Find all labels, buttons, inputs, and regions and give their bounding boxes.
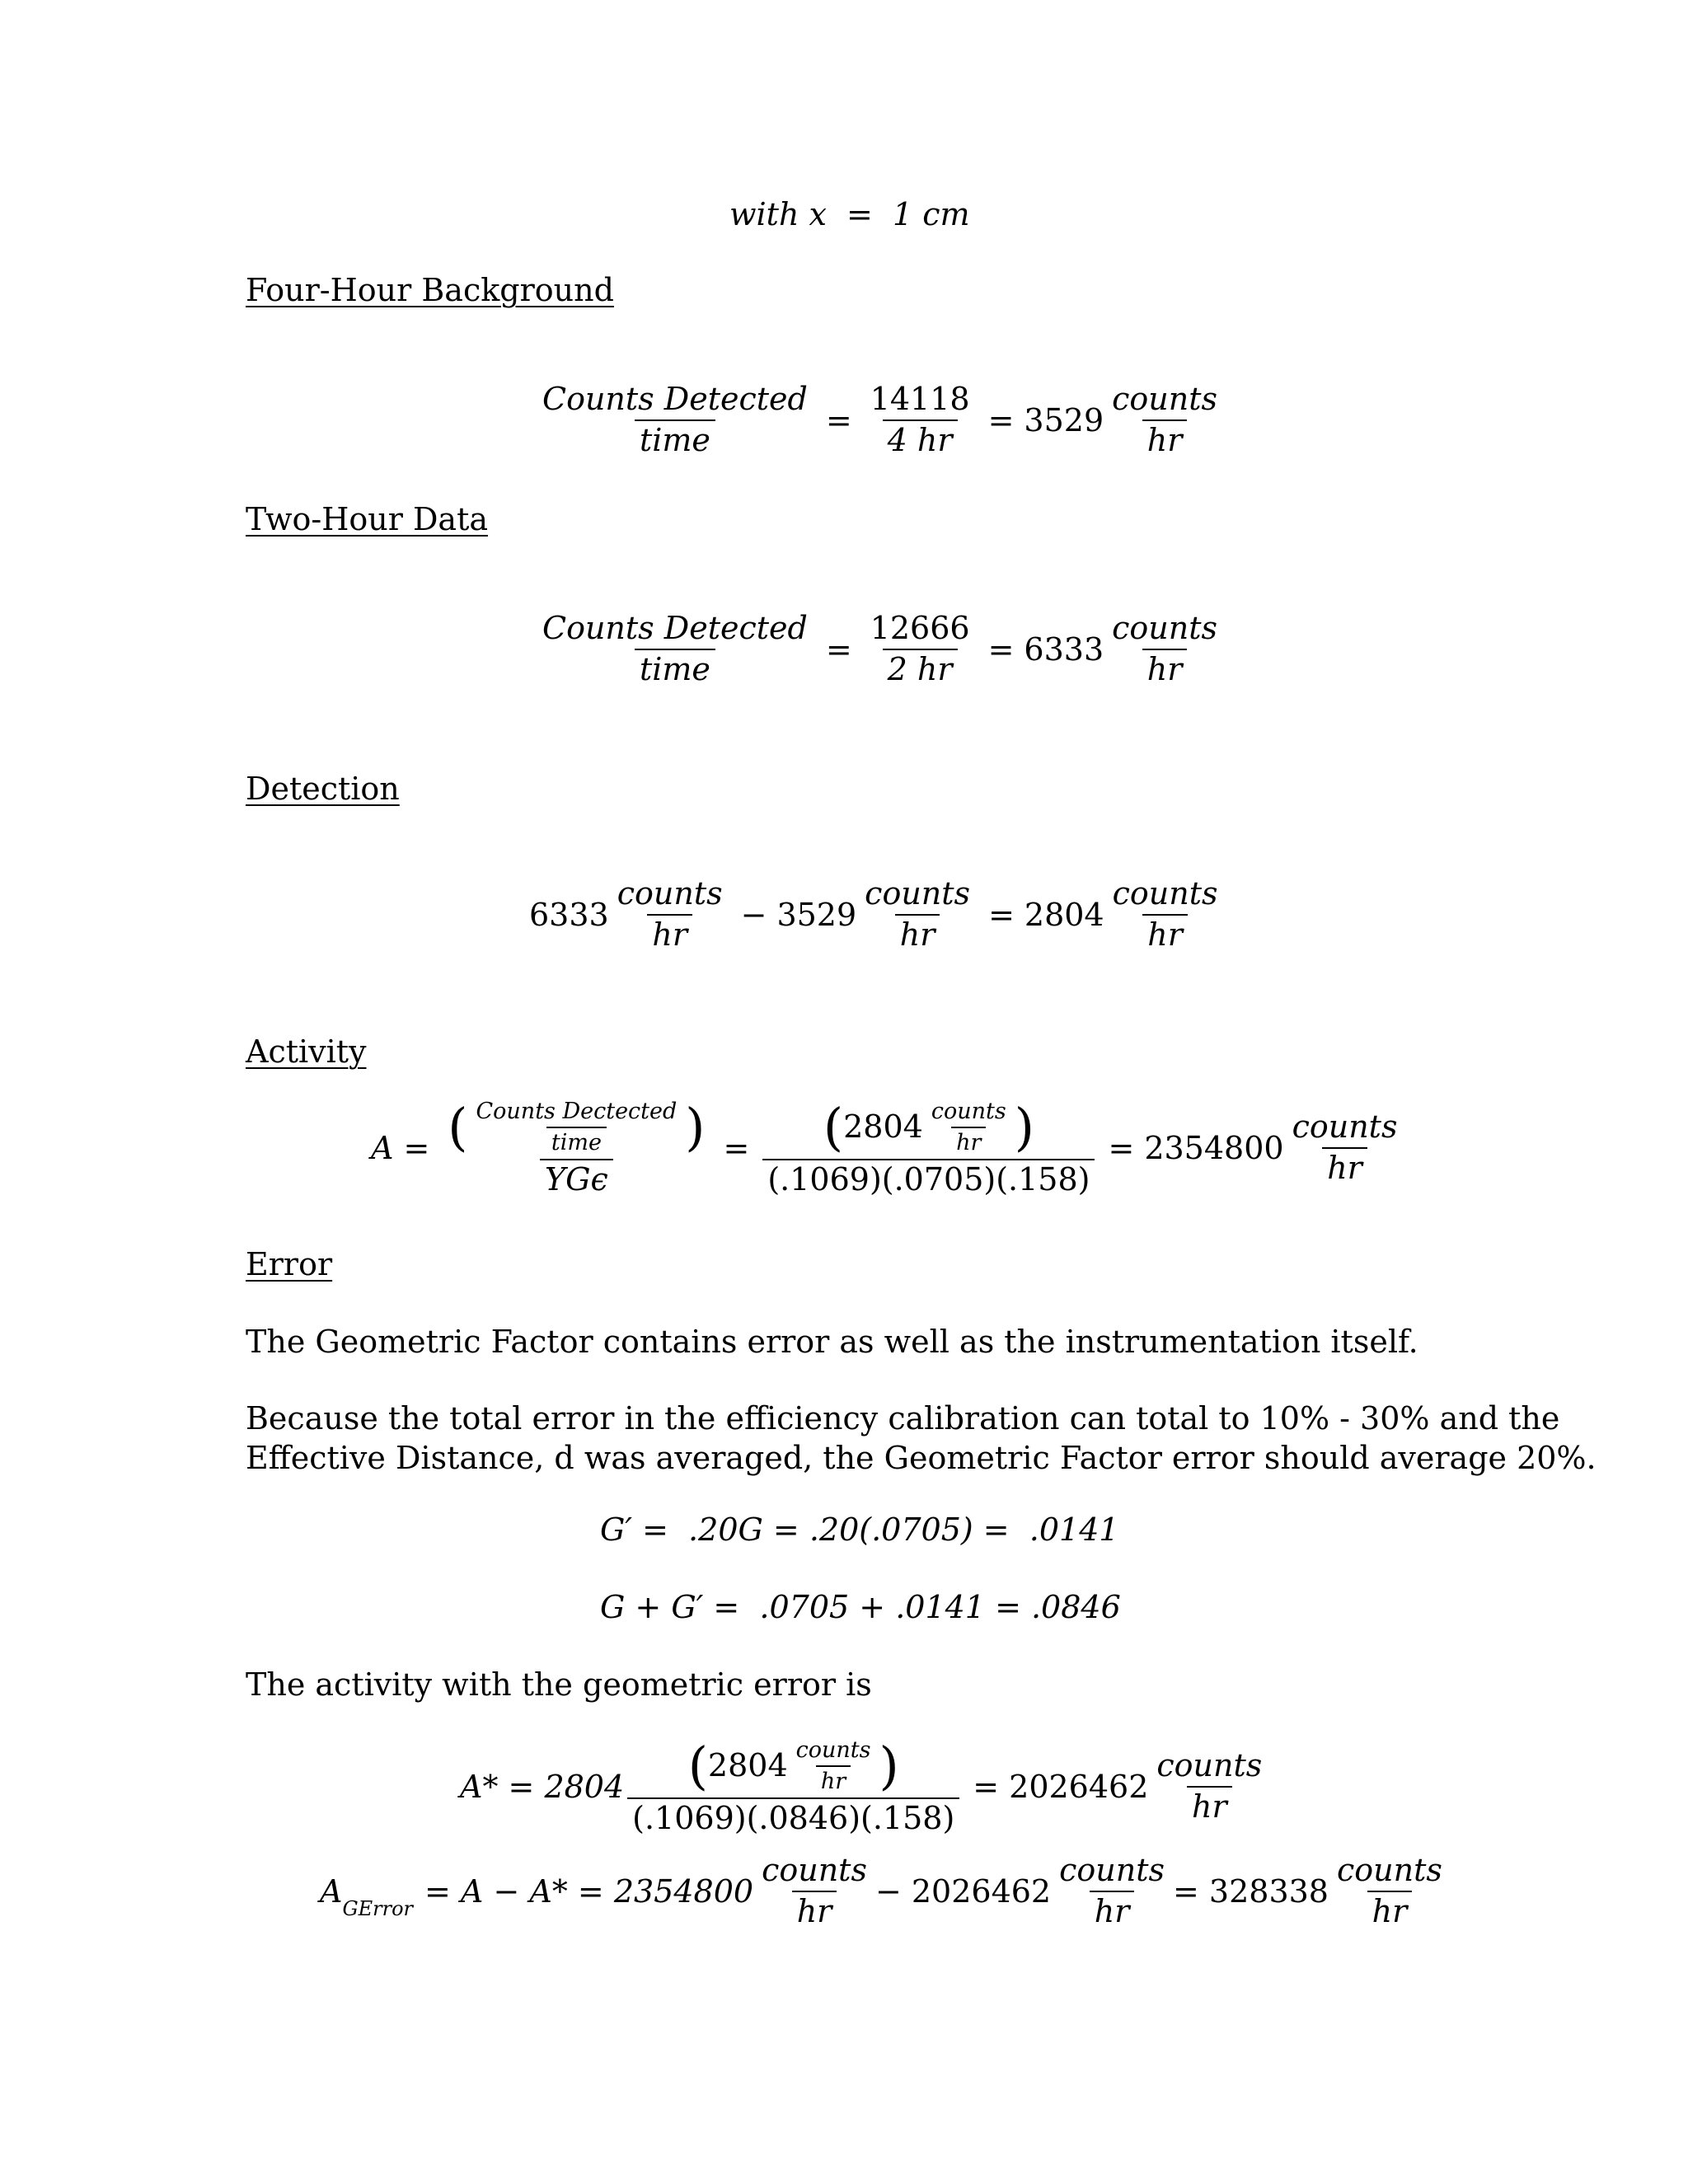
left-paren: ( — [448, 1097, 468, 1158]
background-result: 3529 — [1024, 401, 1104, 438]
unit-num: counts — [617, 875, 723, 912]
error-paragraph-2-line-2: Effective Distance, d was averaged, the Geometric Factor error should average 20%. — [246, 1440, 1597, 1476]
equals-sign: = — [403, 1130, 430, 1167]
unit-den: hr — [1322, 1147, 1367, 1185]
detection-a: 6333 — [529, 896, 609, 933]
geometric-sum-equation: G + G′ = .0705 + .0141 = .0846 — [600, 1589, 1121, 1625]
activity-formula-frac — [443, 1097, 710, 1197]
unit-den: hr — [1142, 914, 1188, 952]
activity-inner-den: time — [546, 1127, 607, 1155]
unit-num: counts — [1112, 610, 1218, 646]
activity-val: 2804 — [843, 1108, 923, 1146]
unit-den: hr — [1187, 1786, 1232, 1824]
astar-val-unit-frac — [791, 1739, 876, 1794]
activity-lhs: A — [371, 1130, 394, 1167]
data-unit-frac — [1107, 612, 1222, 687]
equals-sign: = — [723, 1130, 750, 1167]
activity-inner-num: Counts Dectected — [476, 1099, 678, 1124]
detection-unit-frac-b — [860, 875, 975, 953]
error-paragraph-3: The activity with the geometric error is — [246, 1666, 872, 1703]
ag-mid: = A − A* = 2354800 — [424, 1872, 754, 1910]
ag-unit-frac-1 — [757, 1854, 872, 1929]
equals-sign: = — [825, 401, 852, 438]
unit-den: hr — [1367, 1891, 1413, 1929]
activity-den-values: (.1069)(.0705)(.158) — [762, 1159, 1095, 1197]
activity-equation — [371, 1097, 1405, 1197]
activity-result: 2354800 — [1144, 1130, 1284, 1167]
astar-result-unit-frac — [1151, 1747, 1267, 1825]
activity-inner-frac — [471, 1100, 682, 1155]
unit-num: counts — [1156, 1747, 1263, 1784]
ag-error-equation — [320, 1854, 1451, 1929]
activity-value-num — [818, 1097, 1039, 1159]
astar-val: 2804 — [707, 1747, 788, 1784]
background-value-frac — [865, 383, 975, 457]
equals-sign: = — [825, 630, 852, 668]
unit-den: hr — [816, 1765, 851, 1793]
ag-lhs-sub: GError — [342, 1896, 414, 1920]
error-paragraph-2-line-1: Because the total error in the efficiency calibration can total to 10% - 30% and the — [246, 1400, 1560, 1436]
unit-num: counts — [865, 875, 971, 912]
unit-num: counts — [1112, 875, 1218, 912]
data-time: 2 hr — [883, 649, 958, 687]
background-count: 14118 — [870, 381, 970, 417]
header-val: 1 cm — [892, 196, 970, 232]
right-paren: ) — [879, 1736, 899, 1797]
unit-num: counts — [795, 1737, 871, 1763]
unit-num: counts — [762, 1852, 867, 1888]
background-frac — [537, 383, 813, 457]
heading-background: Four-Hour Background — [246, 272, 614, 308]
ag-unit-frac-3 — [1332, 1854, 1447, 1929]
activity-val-unit-frac — [926, 1100, 1011, 1155]
activity-value-frac — [762, 1097, 1095, 1197]
astar-value-frac — [627, 1736, 959, 1836]
data-num-label: Counts Detected — [542, 610, 808, 646]
unit-num: counts — [1112, 381, 1218, 417]
background-equation — [534, 383, 1226, 457]
heading-detection: Detection — [246, 771, 400, 807]
ag-result: = 328338 — [1173, 1872, 1329, 1910]
error-paragraph-1: The Geometric Factor contains error as well as the instrumentation itself. — [246, 1324, 1418, 1360]
activity-formula-num — [443, 1097, 710, 1159]
unit-den: hr — [1142, 419, 1188, 457]
header-eq: = — [846, 196, 873, 232]
equals-sign: = — [973, 1769, 1000, 1806]
unit-num: counts — [931, 1099, 1006, 1124]
astar-result: 2026462 — [1009, 1769, 1149, 1806]
unit-den: hr — [792, 1891, 837, 1929]
astar-equation — [460, 1736, 1270, 1836]
activity-result-unit-frac — [1287, 1108, 1403, 1187]
data-result: 6333 — [1024, 630, 1104, 668]
unit-num: counts — [1059, 1852, 1165, 1888]
header-var: with x — [729, 196, 827, 232]
data-den-label: time — [635, 649, 715, 687]
activity-formula-den: YGϵ — [540, 1159, 613, 1197]
equals-sign: = — [987, 630, 1015, 668]
heading-error: Error — [246, 1246, 333, 1282]
data-value-frac — [865, 612, 975, 687]
ag-lhs — [320, 1872, 414, 1920]
unit-num: counts — [1292, 1108, 1398, 1146]
ag-lhs-main: A — [320, 1872, 343, 1910]
astar-den-values: (.1069)(.0846)(.158) — [627, 1797, 959, 1835]
equals-sign: = — [988, 896, 1015, 933]
unit-den: hr — [647, 914, 692, 952]
data-count: 12666 — [870, 610, 970, 646]
right-paren: ) — [685, 1097, 706, 1158]
unit-num: counts — [1336, 1852, 1442, 1888]
astar-value-num — [683, 1736, 904, 1797]
detection-result: 2804 — [1024, 896, 1104, 933]
background-den-label: time — [635, 419, 715, 457]
unit-den: hr — [895, 914, 940, 952]
unit-den: hr — [1090, 1891, 1135, 1929]
left-paren: ( — [823, 1097, 844, 1158]
background-time: 4 hr — [883, 419, 958, 457]
data-equation — [534, 612, 1226, 687]
unit-den: hr — [1142, 649, 1188, 687]
data-frac — [537, 612, 813, 687]
ag-unit-frac-2 — [1054, 1854, 1170, 1929]
heading-activity: Activity — [246, 1033, 367, 1070]
equals-sign: = — [987, 401, 1015, 438]
header-equation — [729, 196, 970, 232]
detection-b: 3529 — [776, 896, 857, 933]
detection-equation — [529, 875, 1226, 953]
detection-unit-frac-a — [612, 875, 728, 953]
unit-den: hr — [951, 1127, 986, 1155]
background-unit-frac — [1107, 383, 1222, 457]
error-paragraph-2 — [246, 1399, 1597, 1478]
geometric-error-equation: G′ = .20G = .20(.0705) = .0141 — [600, 1511, 1119, 1548]
equals-sign: = — [1108, 1130, 1135, 1167]
left-paren: ( — [687, 1736, 708, 1797]
detection-unit-frac-c — [1108, 875, 1223, 953]
background-num-label: Counts Detected — [542, 381, 808, 417]
astar-lhs: A* = 2804 — [460, 1769, 625, 1806]
right-paren: ) — [1014, 1097, 1034, 1158]
ag-minus: − 2026462 — [874, 1872, 1052, 1910]
heading-data: Two-Hour Data — [246, 501, 489, 537]
minus-sign: − — [740, 896, 767, 933]
